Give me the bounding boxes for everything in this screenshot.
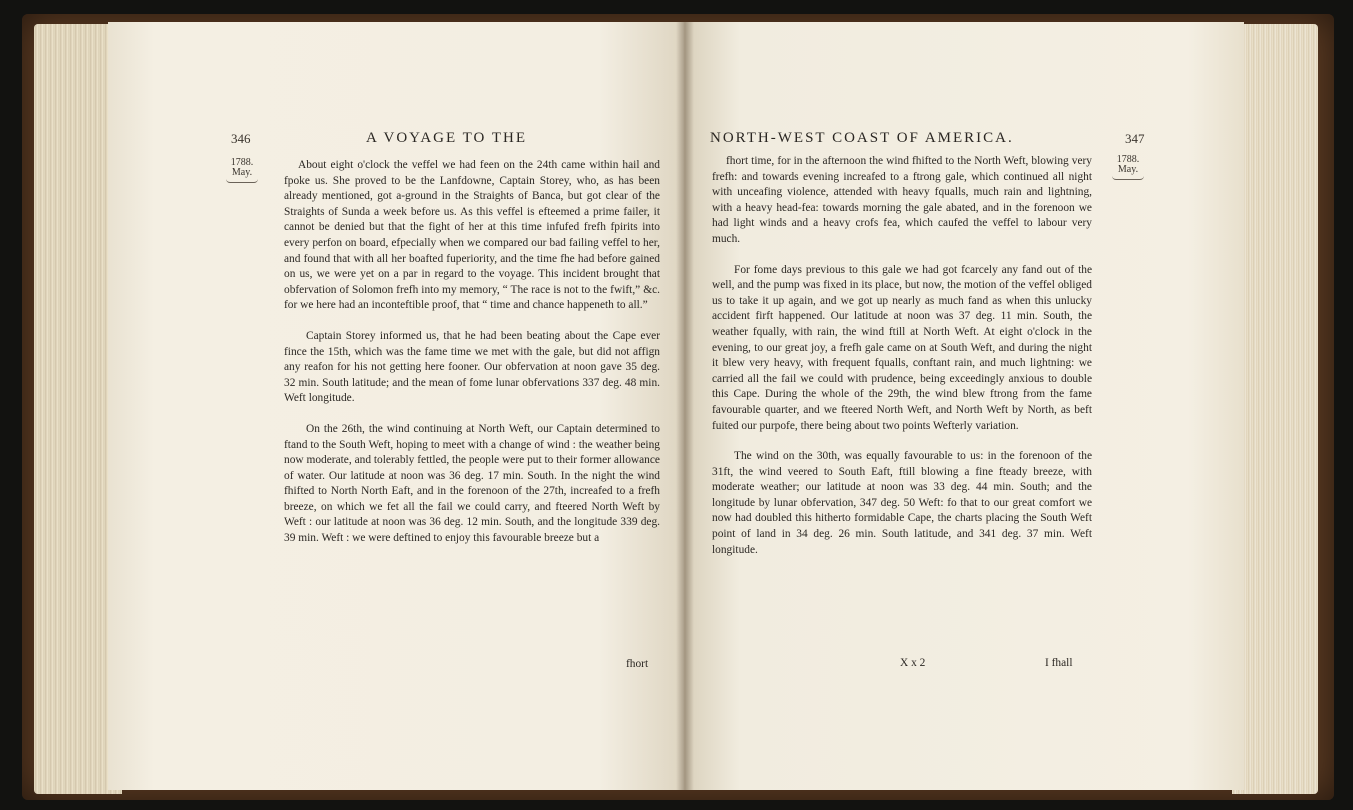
left-margin-brace <box>226 179 258 183</box>
right-running-head: NORTH-WEST COAST OF AMERICA. <box>710 130 1014 146</box>
signature-mark: X x 2 <box>900 657 926 669</box>
right-margin-brace <box>1112 176 1144 180</box>
right-body-text <box>712 154 1092 558</box>
book-gutter <box>676 22 694 790</box>
left-body-text <box>284 158 660 547</box>
paragraph: On the 26th, the wind continuing at North Weft, our Captain determined to ftand to the South Weft, hoping to meet with a change of wind : the weather being now moderate, and tolerably fettled, the people were put to their former allowance of water. Our latitude at noon was 36 deg. 17 min. South. In the night the wind fhifted to North North Eaft, and in the forenoon of the 27th, increafed to a frefh breeze, on which we fet all the fail we could carry, and fteered North Weft by Weft : our latitude at noon was 36 deg. 12 min. South, and the longitude 339 deg. 39 min. Weft : we were deftined to enjoy this favourable breeze but a <box>284 422 660 545</box>
left-page-number: 346 <box>231 131 251 146</box>
paragraph: Captain Storey informed us, that he had been beating about the Cape ever fince the 15th, which was the fame time we met with the gale, but did not affign any reafon for his not getting here fooner. Our obfervation at noon gave 35 deg. 32 min. South latitude; and the mean of fome lunar obfervations 337 deg. 48 min. Weft longitude. <box>284 329 660 405</box>
right-margin-year: 1788. <box>1116 154 1140 165</box>
right-margin-month: May. <box>1117 164 1139 175</box>
paragraph: fhort time, for in the afternoon the wind fhifted to the North Weft, blowing very frefh: and towards evening increafed to a ftrong gale, which continued all night with unceafing violence, attended with heavy fqualls, much rain and lightning, with a heavy head-fea: towards morning the gale abated, and in the forenoon we had light winds and a heavy crofs fea, which caufed the veffel to labour very much. <box>712 155 1092 245</box>
right-margin-date <box>1112 155 1144 180</box>
paragraph: About eight o'clock the veffel we had feen on the 24th came within hail and fpoke us. She proved to be the Lanfdowne, Captain Storey, who, as has been already mentioned, got a-ground in the Straights of Banca, but got clear of the Straights of Sunda a week before us. As this veffel is efteemed a prime failer, it cannot be denied but that the fight of her at this time infufed frefh fpirits into every perfon on board, efpecially when we compared our bad failing veffel to her, and found that with all her boafted fuperiority, and the time fhe had before gained on us, we were yet on a par in regard to the voyage. This incident brought that obfervation of Solomon frefh into my memory, “ The race is not to the fwift,” &c. for we here had an inconteftible proof, that “ time and chance happeneth to all.” <box>284 159 660 312</box>
right-page-number: 347 <box>1125 131 1145 146</box>
left-catchword: fhort <box>626 658 649 670</box>
right-catchword: I fhall <box>1045 657 1073 669</box>
paragraph: For fome days previous to this gale we had got fcarcely any fand out of the well, and the pump was fixed in its place, but now, the motion of the veffel obliged us to take it up again, and we got up nearly as much fand as when this unlucky accident firft happened. Our latitude at noon was 37 deg. 11 min. South, the weather fqually, with rain, the wind ftill at North Weft. At eight o'clock in the evening, to our great joy, a frefh gale came on at South Weft, and during the night it blew very heavy, with frequent fqualls, conftant rain, and much lightning: we carried all the fail we could with prudence, being exceedingly anxious to double this Cape. During the whole of the 29th, the wind blew ftrong from the fame favourable quarter, and we fteered North Weft, and North Weft by North, as beft fuited our purpofe, there being about two points Wefterly variation. <box>712 263 1092 432</box>
left-margin-year: 1788. <box>230 157 254 168</box>
paragraph: The wind on the 30th, was equally favourable to us: in the forenoon of the 31ft, the wind veered to South Eaft, ftill blowing a fine fteady breeze, with moderate weather; our latitude at noon was 33 deg. 44 min. South; and the longitude by lunar obfervation, 347 deg. 50 Weft: fo that to our great comfort we now had doubled this hitherto formidable Cape, the charts placing the South Weft point of land in 34 deg. 26 min. South latitude, and 341 deg. 37 min. Weft longitude. <box>712 450 1092 556</box>
left-running-head: A VOYAGE TO THE <box>366 130 527 146</box>
left-margin-date <box>226 158 258 183</box>
page-edges-right <box>1232 24 1318 794</box>
left-margin-month: May. <box>231 167 253 178</box>
